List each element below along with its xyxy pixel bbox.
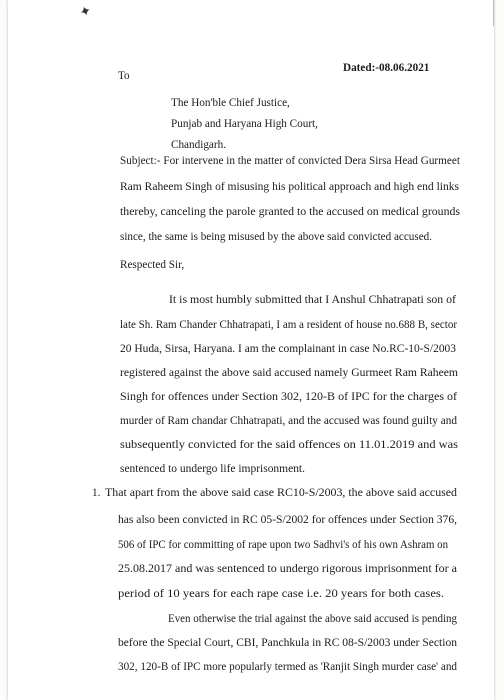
list-item-line: has also been convicted in RC 05-S/2002 for offences under Section 376, bbox=[118, 514, 458, 526]
paragraph-line: It is most humbly submitted that I Anshul Chhatrapati son of bbox=[169, 294, 456, 306]
to-label: To bbox=[118, 70, 130, 82]
pen-mark-icon: ✦ bbox=[77, 3, 94, 22]
paragraph-line: registered against the above said accused namely Gurmeet Ram Raheem bbox=[120, 367, 458, 379]
subject-line: Subject:- For intervene in the matter of convicted Dera Sirsa Head Gurmeet bbox=[120, 155, 460, 167]
paragraph-line: Singh for offences under Section 302, 120-B of IPC for the charges of bbox=[120, 391, 458, 403]
list-item-line: That apart from the above said case RC10-S/2003, the above said accused bbox=[105, 487, 458, 499]
addressee-line: The Hon'ble Chief Justice, bbox=[171, 97, 290, 109]
paragraph-line: murder of Ram chandar Chhatrapati, and the accused was found guilty and bbox=[120, 415, 458, 427]
paragraph-line: 20 Huda, Sirsa, Haryana. I am the complainant in case No.RC-10-S/2003 bbox=[120, 343, 457, 355]
list-number: 1. bbox=[92, 487, 101, 499]
subject-line: thereby, canceling the parole granted to the accused on medical grounds bbox=[120, 206, 461, 218]
subject-line: Ram Raheem Singh of misusing his political approach and high end links bbox=[120, 181, 460, 193]
paragraph-line: subsequently convicted for the said offences on 11.01.2019 and was bbox=[120, 439, 458, 451]
subject-line: since, the same is being misused by the above said convicted accused. bbox=[120, 231, 432, 243]
paragraph-line: 302, 120-B of IPC more popularly termed as 'Ranjit Singh murder case' and bbox=[118, 661, 458, 673]
paragraph-line: sentenced to undergo life imprisonment. bbox=[120, 463, 306, 475]
paragraph-line: Even otherwise the trial against the above said accused is pending bbox=[168, 613, 458, 625]
paragraph-line: before the Special Court, CBI, Panchkula in RC 08-S/2003 under Section bbox=[118, 637, 458, 649]
list-item-line: period of 10 years for each rape case i.e. 20 years for both cases. bbox=[118, 588, 445, 600]
letter-date: Dated:-08.06.2021 bbox=[343, 62, 430, 74]
list-item-line: 25.08.2017 and was sentenced to undergo rigorous imprisonment for a bbox=[118, 563, 457, 575]
addressee-line: Punjab and Haryana High Court, bbox=[171, 118, 318, 130]
scan-edge-line bbox=[493, 0, 494, 26]
salutation: Respected Sir, bbox=[120, 259, 185, 271]
list-item-line: 506 of IPC for committing of rape upon two Sadhvi's of his own Ashram on bbox=[118, 539, 449, 551]
addressee-line: Chandigarh. bbox=[171, 139, 226, 151]
paragraph-line: late Sh. Ram Chander Chhatrapati, I am a resident of house no.688 B, sector bbox=[120, 319, 458, 331]
